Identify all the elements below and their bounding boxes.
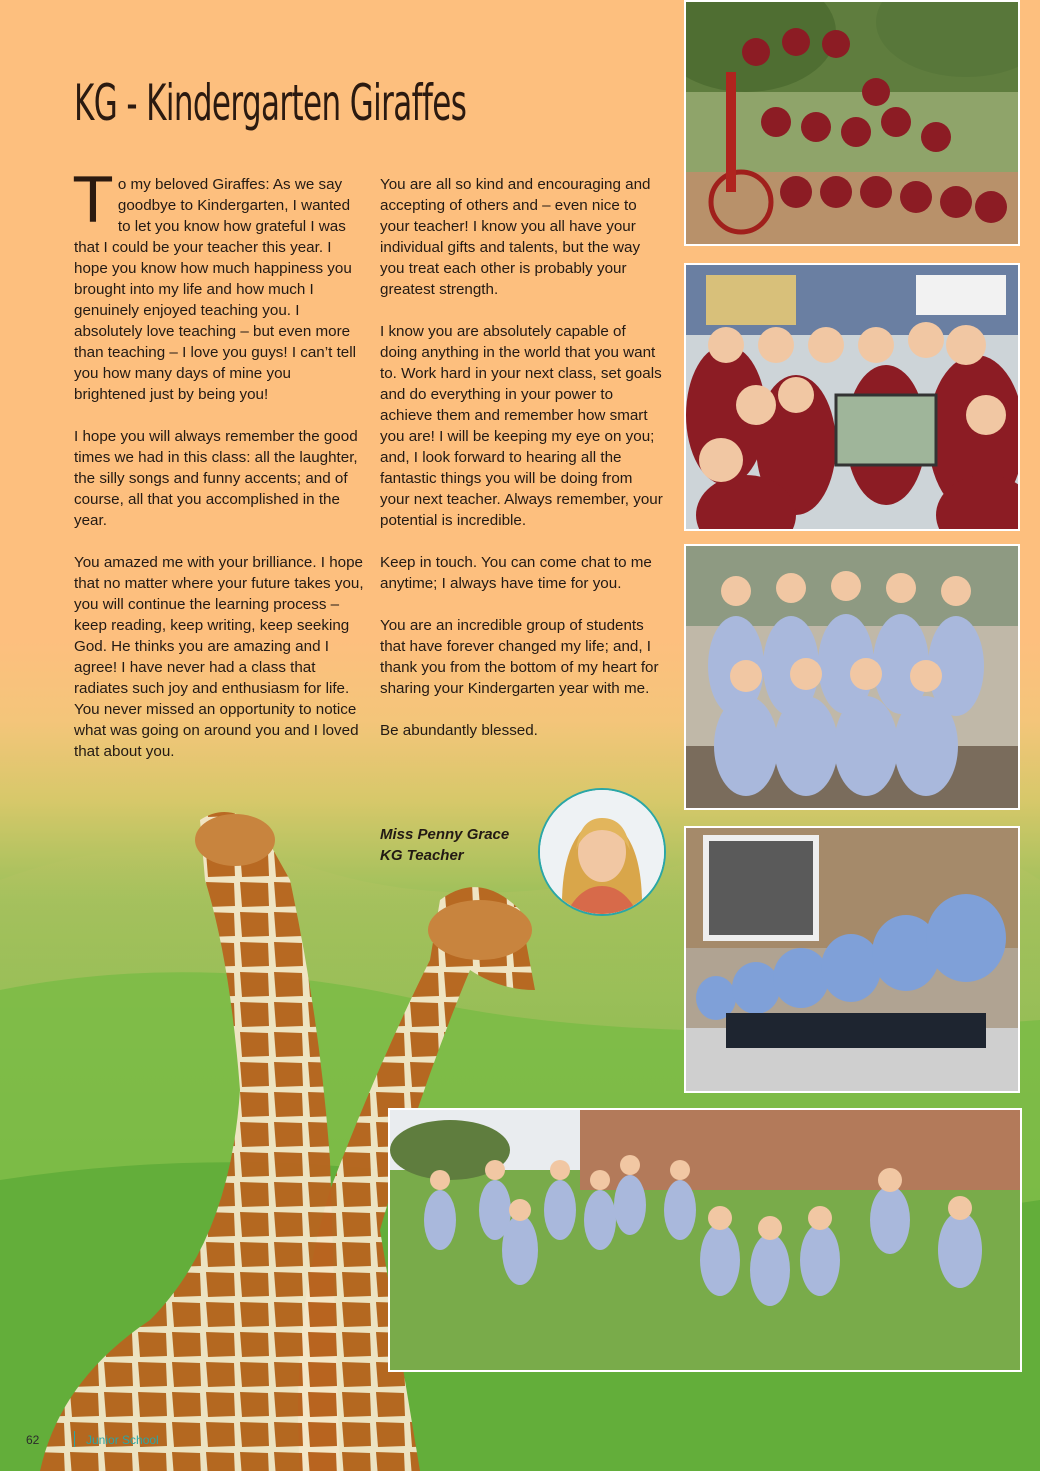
letter-column-left — [74, 164, 364, 783]
paragraph: You are an incredible group of students that have forever changed my life; and, I thank you from the bottom of my heart for sharing your Kindergarten year with me. — [380, 617, 659, 697]
drop-cap: T — [74, 164, 112, 237]
paragraph: I hope you will always remember the good times we had in this class: all the laughter, the silly songs and funny accents; and of course, all that you accomplished in the year. — [74, 428, 358, 529]
paragraph: I know you are absolutely capable of doing anything in the world that you want to. Work hard in your next class, set goals and do everything in your power to achieve them and remember how smart you are! I will be keeping my eye on you; and, I look forward to hearing all the fantastic things you will be doing from your next teacher. Always remember, your potential is incredible. — [380, 323, 663, 529]
paragraph: Keep in touch. You can come chat to me anytime; I always have time for you. — [380, 554, 652, 592]
paragraph: You are all so kind and encouraging and accepting of others and – even nice to your teacher! I know you all have your individual gifts and talents, but the way you treat each other is probably your greatest strength. — [380, 176, 651, 298]
page-number: 62 — [26, 1433, 40, 1447]
photo-class-on-play-equipment — [684, 0, 1020, 246]
paragraph: To my beloved Giraffes: As we say goodbye to Kindergarten, I wanted to let you know how grateful I was that I could be your teacher this year. I hope you know how much happiness you brought into my life and how much I genuinely enjoyed teaching you. I absolutely love teaching – but even more than teaching – I love you guys! I can’t tell you how many days of mine you brightened just by being you! — [74, 164, 356, 403]
page-title: KG - Kindergarten Giraffes — [74, 74, 467, 132]
section-label: Junior School — [86, 1433, 159, 1447]
photo-class-with-fish-tank — [684, 263, 1020, 531]
paragraph: You amazed me with your brilliance. I hope that no matter where your future takes you, you will continue the learning process – keep reading, keep writing, keep seeking God. He thinks you are amazing and I agree! I have never had a class that radiates such joy and enthusiasm for life. You never missed an opportunity to notice what was going on around you and I loved that about you. — [74, 554, 364, 760]
signature-name: Miss Penny Grace — [380, 826, 510, 843]
footer-divider — [74, 1431, 75, 1447]
signature-role: KG Teacher — [380, 847, 464, 864]
signature — [380, 824, 509, 866]
photo-girls-in-summer-uniform — [684, 544, 1020, 810]
paragraph: Be abundantly blessed. — [380, 722, 538, 739]
photo-class-jumping-on-grass — [388, 1108, 1022, 1372]
teacher-portrait — [538, 788, 666, 916]
photo-boys-sitting-in-row — [684, 826, 1020, 1093]
page-footer — [26, 1433, 159, 1447]
letter-column-right — [380, 174, 665, 762]
